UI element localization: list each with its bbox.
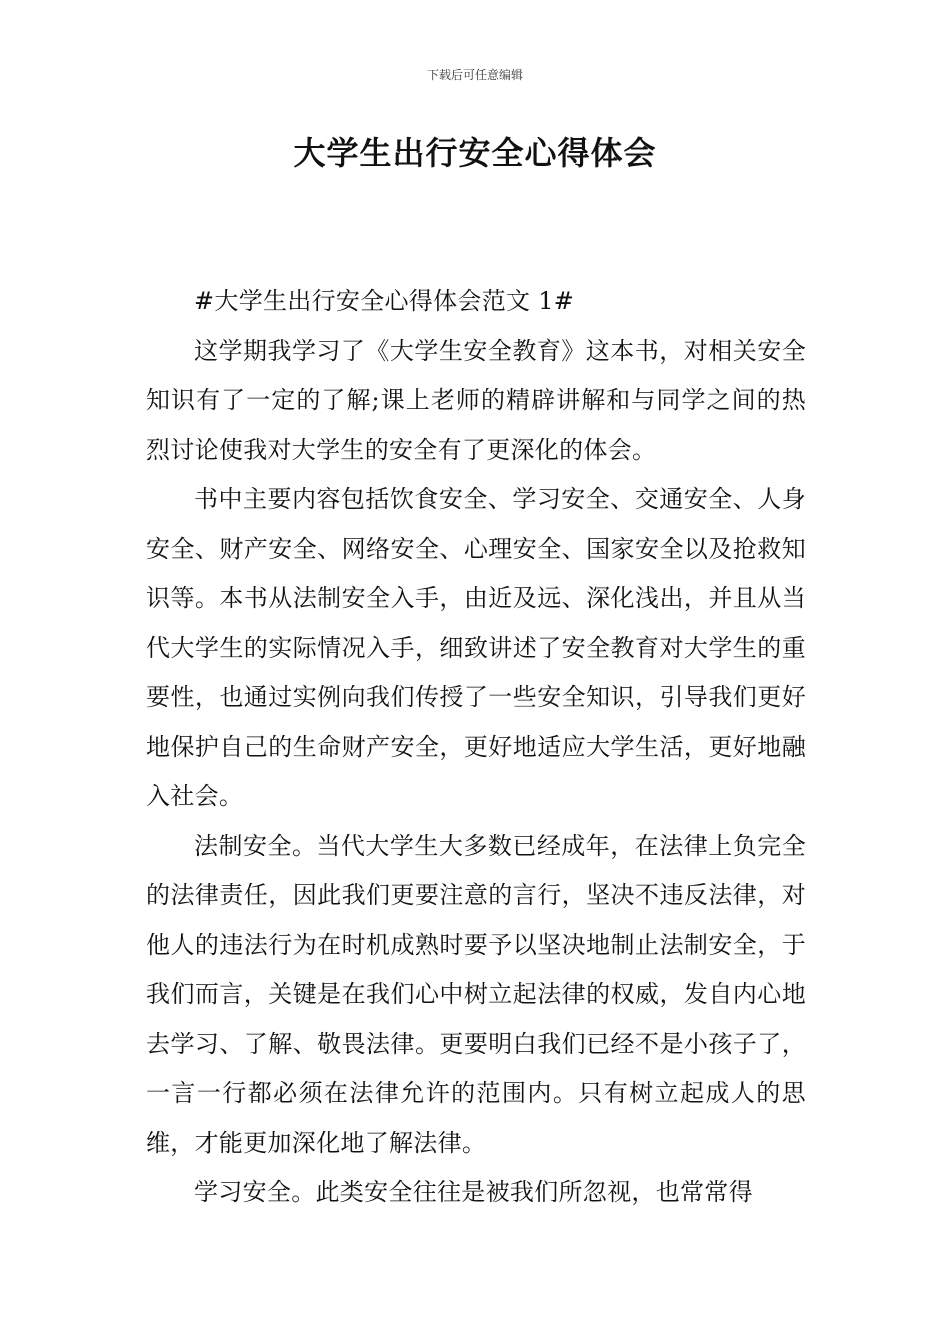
document-title: 大学生出行安全心得体会 <box>293 134 657 172</box>
paragraph: 法制安全。当代大学生大多数已经成年，在法律上负完全的法律责任，因此我们更要注意的言行，坚决不违反法律，对他人的违法行为在时机成熟时要予以坚决地制止法制安全，于我们而言，关键是在我们心中树立起法律的权威，发自内心地去学习、了解、敬畏法律。更要明白我们已经不是小孩子了，一言一行都必须在法律允许的范围内。只有树立起成人的思维，才能更加深化地了解法律。 <box>146 831 806 1157</box>
section-heading: #大学生出行安全心得体会范文 1# <box>194 287 575 315</box>
header-note: 下载后可任意编辑 <box>426 68 523 82</box>
paragraph: 书中主要内容包括饮食安全、学习安全、交通安全、人身安全、财产安全、网络安全、心理安全、国家安全以及抢救知识等。本书从法制安全入手，由近及远、深化浅出，并且从当代大学生的实际情况入手，细致讲述了安全教育对大学生的重要性，也通过实例向我们传授了一些安全知识，引导我们更好地保护自己的生命财产安全，更好地适应大学生活，更好地融入社会。 <box>146 485 806 810</box>
paragraph: 学习安全。此类安全往往是被我们所忽视，也常常得 <box>194 1178 753 1206</box>
document-body <box>146 277 806 1218</box>
paragraph: 这学期我学习了《大学生安全教育》这本书，对相关安全知识有了一定的了解;课上老师的精辟讲解和与同学之间的热烈讨论使我对大学生的安全有了更深化的体会。 <box>146 336 806 464</box>
